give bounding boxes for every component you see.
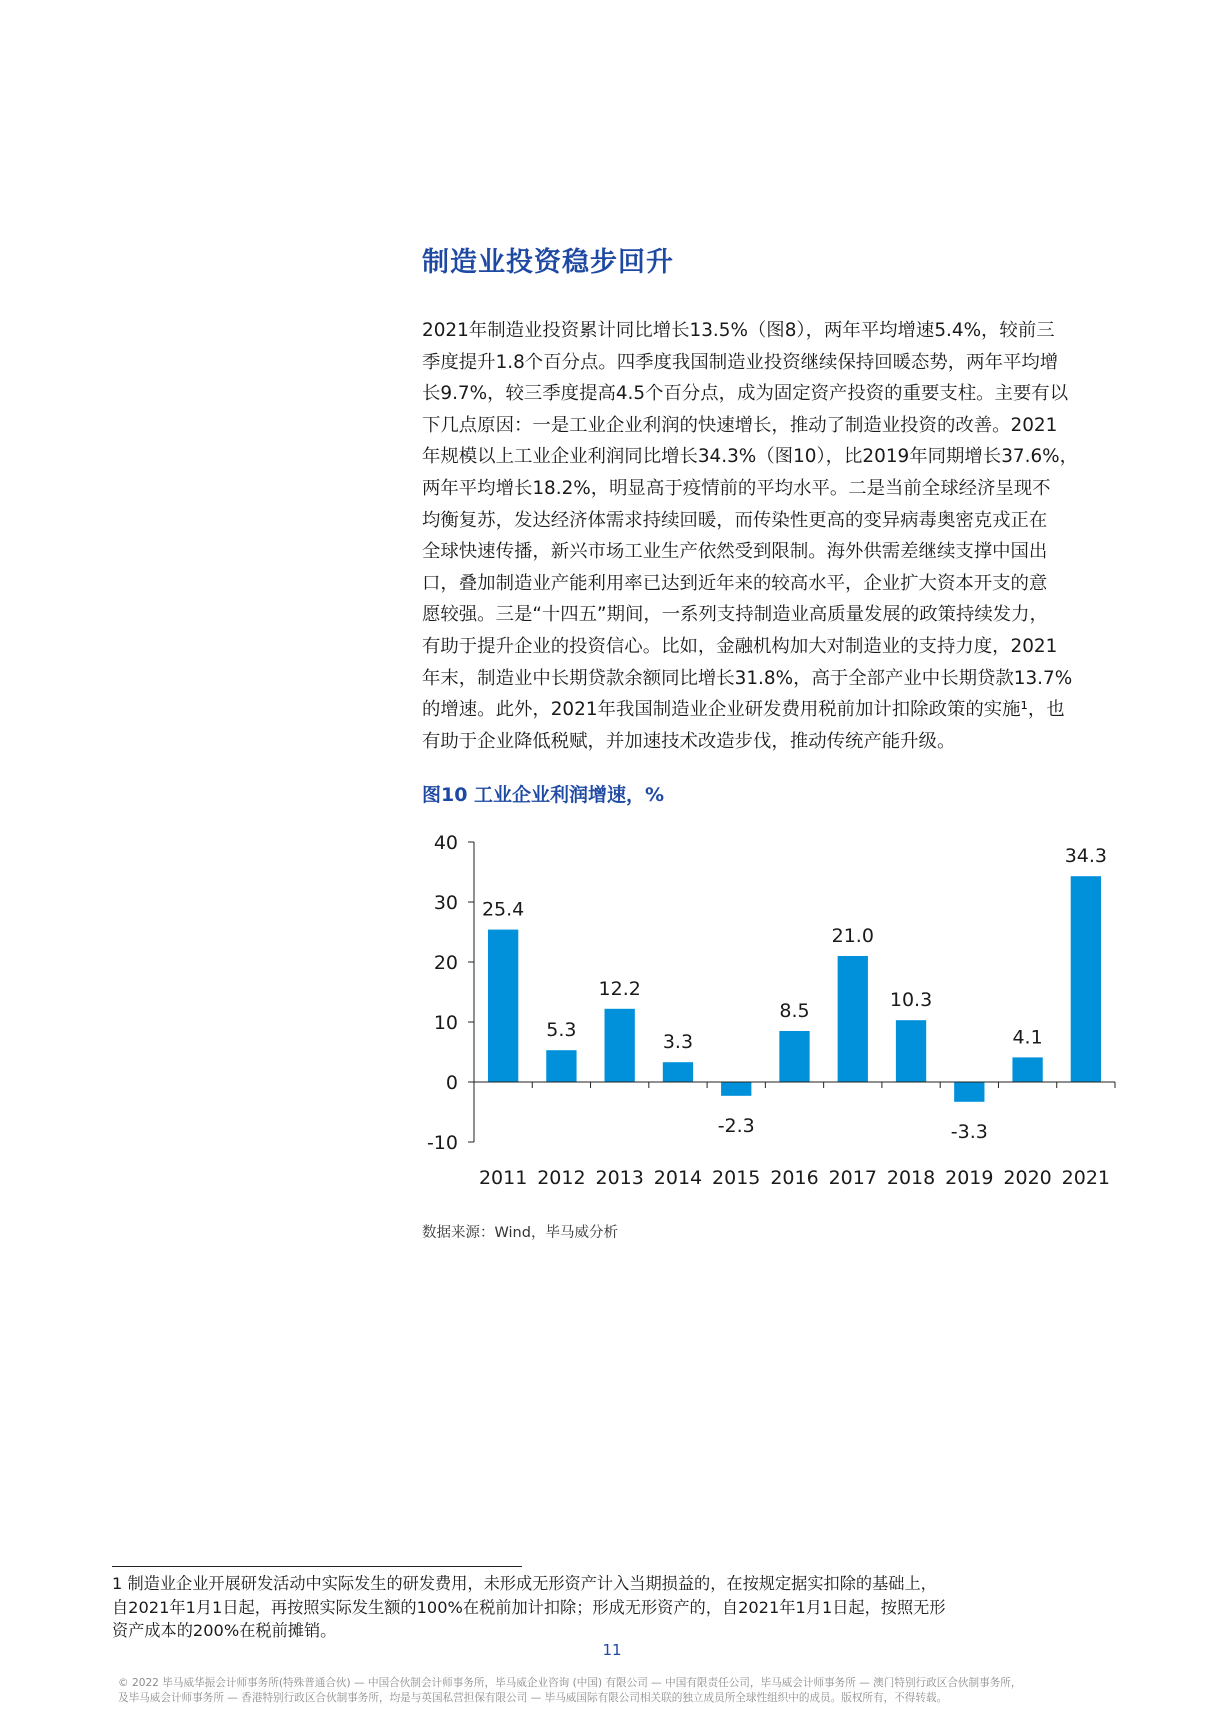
bar [546, 1050, 576, 1082]
bar [721, 1082, 751, 1096]
section-title: 制造业投资稳步回升 [422, 247, 674, 278]
x-tick-label: 2015 [712, 1167, 761, 1189]
y-tick-label: 40 [433, 832, 458, 854]
data-label: 34.3 [1064, 845, 1108, 868]
data-label: 12.2 [598, 977, 641, 1000]
x-tick-label: 2016 [770, 1167, 819, 1189]
bar [1012, 1057, 1042, 1082]
body-line: 两年平均增长18.2%，明显高于疫情前的平均水平。二是当前全球经济呈现不 [422, 477, 1051, 499]
bar [838, 956, 868, 1082]
body-line: 长9.7%，较三季度提高4.5个百分点，成为固定资产投资的重要支柱。主要有以 [422, 383, 1069, 405]
data-label: 25.4 [481, 898, 525, 921]
bar [663, 1062, 693, 1082]
footnote-divider [112, 1566, 522, 1567]
page-number: 11 [602, 1641, 622, 1659]
body-line: 下几点原因：一是工业企业利润的快速增长，推动了制造业投资的改善。2021 [422, 414, 1058, 436]
bar [1071, 876, 1101, 1082]
footnote [112, 1572, 1072, 1643]
body-line: 的增速。此外，2021年我国制造业企业研发费用税前加计扣除政策的实施¹，也 [422, 699, 1065, 721]
x-tick-label: 2012 [537, 1167, 586, 1189]
body-line: 有助于企业降低税赋，并加速技术改造步伐，推动传统产能升级。 [422, 730, 956, 752]
data-source: 数据来源：Wind，毕马威分析 [422, 1225, 618, 1241]
x-tick-label: 2014 [653, 1167, 703, 1189]
profit-growth-bar-chart [420, 822, 1120, 1202]
data-label: 8.5 [779, 1000, 810, 1022]
bar [779, 1031, 809, 1082]
body-line: 愿较强。三是“十四五”期间，一系列支持制造业高质量发展的政策持续发力， [422, 604, 1048, 626]
bar [605, 1009, 635, 1082]
body-line: 年规模以上工业企业利润同比增长34.3%（图10），比2019年同期增长37.6%， [422, 446, 1079, 468]
body-line: 年末，制造业中长期贷款余额同比增长31.8%，高于全部产业中长期贷款13.7% [422, 667, 1073, 689]
x-tick-label: 2011 [478, 1167, 528, 1189]
y-tick-label: 20 [433, 952, 458, 974]
x-tick-label: 2013 [595, 1167, 644, 1189]
body-line: 全球快速传播，新兴市场工业生产依然受到限制。海外供需差继续支撑中国出 [422, 541, 1048, 563]
x-tick-label: 2021 [1061, 1167, 1111, 1189]
x-tick-label: 2020 [1003, 1167, 1052, 1189]
footnote-line: 自2021年1月1日起，再按照实际发生额的100%在税前加计扣除；形成无形资产的，自2021年1月1日起，按照无形 [112, 1597, 946, 1617]
y-tick-label: 30 [433, 892, 458, 914]
footnote-line: 资产成本的200%在税前摊销。 [112, 1621, 337, 1641]
x-tick-label: 2019 [945, 1167, 994, 1189]
data-label: -2.3 [717, 1114, 755, 1137]
data-label: -3.3 [950, 1120, 988, 1143]
data-label: 4.1 [1012, 1026, 1043, 1049]
bar [488, 930, 518, 1082]
data-label: 10.3 [889, 989, 933, 1012]
body-line: 有助于提升企业的投资信心。比如，金融机构加大对制造业的支持力度，2021 [422, 635, 1058, 657]
bar [896, 1020, 926, 1082]
copyright-notice [118, 1676, 1118, 1706]
copyright-line: © 2022 毕马威华振会计师事务所(特殊普通合伙) — 中国合伙制会计师事务所，毕马威企业咨询 (中国) 有限公司 — 中国有限责任公司，毕马威会计师事务所 — 澳门特别行政区合伙制事务所， [118, 1677, 1022, 1689]
x-tick-label: 2018 [886, 1167, 936, 1189]
x-tick-label: 2017 [828, 1167, 877, 1189]
copyright-line: 及毕马威会计师事务所 — 香港特别行政区合伙制事务所，均是与英国私营担保有限公司 — 毕马威国际有限公司相关联的独立成员所全球性组织中的成员。版权所有，不得转载。 [118, 1692, 948, 1704]
data-label: 21.0 [831, 925, 874, 947]
data-label: 5.3 [546, 1019, 577, 1042]
y-tick-label: -10 [426, 1132, 458, 1154]
body-paragraph [422, 315, 1138, 757]
y-tick-label: 0 [445, 1072, 458, 1094]
body-line: 2021年制造业投资累计同比增长13.5%（图8），两年平均增速5.4%，较前三 [422, 320, 1055, 341]
y-tick-label: 10 [433, 1012, 458, 1034]
figure-title: 图10 工业企业利润增速，% [422, 784, 665, 806]
body-line: 季度提升1.8个百分点。四季度我国制造业投资继续保持回暖态势，两年平均增 [422, 351, 1059, 373]
body-line: 口，叠加制造业产能利用率已达到近年来的较高水平，企业扩大资本开支的意 [422, 572, 1048, 594]
data-label: 3.3 [662, 1031, 694, 1054]
body-line: 均衡复苏，发达经济体需求持续回暖，而传染性更高的变异病毒奥密克戎正在 [422, 509, 1048, 531]
footnote-line: 1 制造业企业开展研发活动中实际发生的研发费用，未形成无形资产计入当期损益的，在按规定据实扣除的基础上， [112, 1574, 937, 1593]
bar [954, 1082, 984, 1102]
